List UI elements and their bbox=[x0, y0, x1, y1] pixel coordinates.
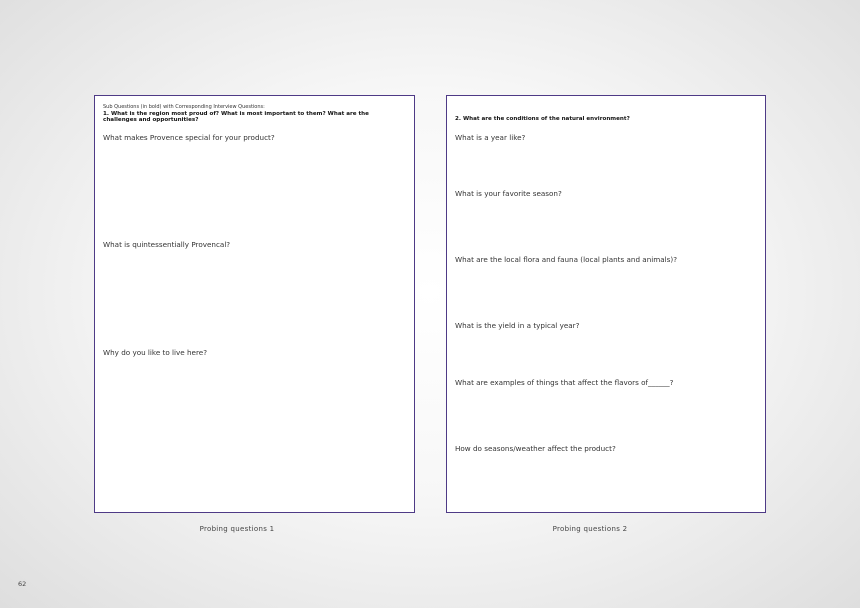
caption-page-1: Probing questions 1 bbox=[199, 525, 275, 533]
question-text: What is a year like? bbox=[455, 133, 526, 142]
caption-page-2: Probing questions 2 bbox=[552, 525, 628, 533]
document-page-2 bbox=[446, 95, 766, 513]
question-text: What are examples of things that affect the flavors of______? bbox=[455, 378, 674, 387]
question-text: What are the local flora and fauna (local plants and animals)? bbox=[455, 255, 678, 264]
document-page-1 bbox=[94, 95, 415, 513]
main-question-1: 1. What is the region most proud of? What is most important to them? What are the challenges and opportunities? bbox=[103, 111, 369, 124]
intro-text: Sub Questions (in bold) with Corresponding Interview Questions: bbox=[103, 104, 265, 110]
question-text: What is the yield in a typical year? bbox=[455, 321, 580, 330]
question-text: Why do you like to live here? bbox=[103, 348, 208, 357]
main-question-2: 2. What are the conditions of the natural environment? bbox=[455, 116, 630, 122]
question-text: What is your favorite season? bbox=[455, 189, 562, 198]
question-text: What makes Provence special for your product? bbox=[103, 133, 275, 142]
question-text: What is quintessentially Provencal? bbox=[103, 240, 231, 249]
page-number: 62 bbox=[18, 580, 27, 588]
question-text: How do seasons/weather affect the product? bbox=[455, 444, 616, 453]
